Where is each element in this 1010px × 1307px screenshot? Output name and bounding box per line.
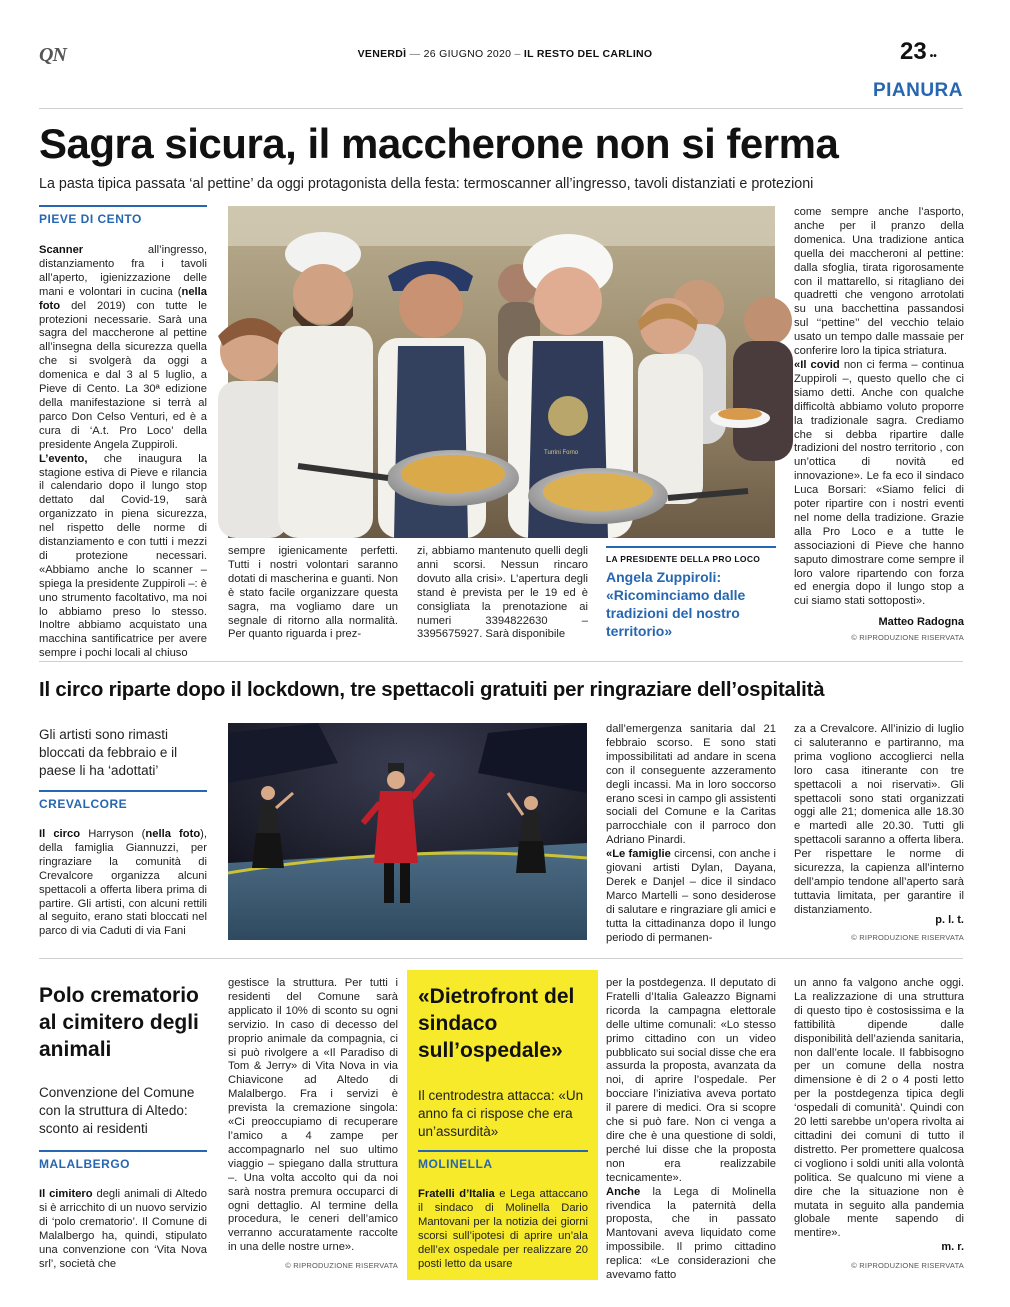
article3-col1: Il cimitero degli animali di Altedo si è arricchito di un nuovo servizio di ‘polo crematorio’. Il Comune di Malalbergo ha, quindi, stipulato una convenzione con ‘Vita Nova srl’, società che xyxy=(39,1188,207,1270)
article4-rights: © RIPRODUZIONE RISERVATA xyxy=(851,1261,964,1270)
masthead xyxy=(0,0,1010,110)
article1-signature: Matteo Radogna xyxy=(878,616,964,628)
newspaper-name: IL RESTO DEL CARLINO xyxy=(523,48,653,60)
article1-photo xyxy=(228,206,775,538)
article4-col2: per la postdegenza. Il deputato di Fratelli d’Italia Galeazzo Bignami ricorda la campagna elettorale delle ultime comunali: «Lo stesso primo cittadino con un video pubblicato sui social disse che era assurda la proposta, avanzata da noi, di aprire l’ospedale. Per bocciare l’iniziativa aveva portato il parere di medici. Ora si scopre che si può fare. Non ci venga a dire che è una questione di soldi, perché lui disse che la proposta non era realizzabile tecnicamente». Anche la Lega di Molinella rivendica la paternità della proposta, che in passato Mantovani aveva liquidato come impossibile. Il primo cittadino replica: «Le considerazioni che avevamo fatto xyxy=(606,977,776,1282)
article3-deck: Convenzione del Comune con la struttura di Altedo: sconto ai residenti xyxy=(39,1085,195,1136)
article3-rights: © RIPRODUZIONE RISERVATA xyxy=(285,1261,398,1270)
article2-deck: Gli artisti sono rimasti bloccati da febbraio e il paese li ha ‘adottati’ xyxy=(39,727,178,778)
masthead-rule xyxy=(39,108,963,109)
article1-headline: Sagra sicura, il maccherone non si ferma xyxy=(39,120,839,167)
day: VENERDÌ xyxy=(357,48,407,60)
circus-performers-illustration xyxy=(228,723,587,940)
article1-kicker: PIEVE DI CENTO xyxy=(39,205,207,226)
article4-kicker: MOLINELLA xyxy=(418,1150,588,1171)
qn-logo: QN xyxy=(39,44,66,66)
article2-kicker: CREVALCORE xyxy=(39,790,207,811)
article2-headline: Il circo riparte dopo il lockdown, tre spettacoli gratuiti per ringraziare dell’ospitalità xyxy=(39,679,825,701)
article3-headline: Polo crematorio al cimitero degli animali xyxy=(39,984,199,1061)
article2-col3: za a Crevalcore. All’inizio di luglio ci saluteranno e partiranno, ma prima vogliono accoglierci nella loro casa itinerante con tre spettacoli a noi riservati». Gli spettacoli sono stati organizzati oggi alle 21; domenica alle 18.30 e martedì alle 20.30. Tutti gli spettacoli saranno a offerta libera. Per rispettare le norme di sicurezza, la capienza all’interno dell’ampio tendone all’aperto sarà tuttavia limitata, per garantire il distanziamento. xyxy=(794,723,964,916)
article4-signature: m. r. xyxy=(941,1241,964,1253)
page-number: 23 •• xyxy=(900,38,937,65)
article3-col2: gestisce la struttura. Per tutti i residenti del Comune sarà applicato il 10% di sconto su ogni servizio. In caso di decesso del proprio animale da compagnia, ci si può rivolgere a «Il Paradiso di Tom & Jerry» di Vita Nova in via Chiavicone ad Altedo di Malalbergo. Fra i servizi è prevista la cremazione singola: «Ci preoccupiamo di recuperare l’amico a 4 zampe per accompagnarlo nel suo ultimo viaggio – spiegano dalla struttura –. Una volta accolto qui da noi sarà nostra premura occuparci di ogni dettaglio. Al termine della procedura, le ceneri dell’amico verranno accuratamente raccolte in una delle nostre urne». xyxy=(228,977,398,1254)
article4-col1: Fratelli d’Italia e Lega attaccano il sindaco di Molinella Dario Mantovani per la notizia dei giorni scorsi sull’ipotesi di aprire un’ala dell’ex ospedale per realizzare 20 posti letto da usare xyxy=(418,1188,588,1270)
quote-name: Angela Zuppiroli: xyxy=(606,569,722,585)
article1-col4: come sempre anche l’asporto, anche per il pranzo della domenica. Una tradizione antica quella dei maccheroni al pettine: dalla sfoglia, tirata rigorosamente con il mattarello, si ritagliano dei quadretti che vengono arrotolati su una bacchettina passandosi sul ‘‘pettine’’ del vecchio telaio usato un tempo dalle massaie per conferire loro la tipica striatura. «Il covid non ci ferma – continua Zuppiroli –, questo quello che ci siamo detti. Anche con qualche difficoltà abbiamo voluto proporre la tradizionale sagra. Crediamo che si debba ripartire dalle tradizioni del nostro territorio , con un’ottica di novità ed innovazione». Le fa eco il sindaco Luca Borsari: «Siamo felici di poter ripartire con i nostri eventi nel nome della tradizione. Grazie alla Pro Loco e a tutte le associazioni di Pieve che hanno saputo dimostrare come sempre il loro valore ripartendo con forza ed energia dopo il lungo stop a cui siamo stati sottoposti». xyxy=(794,206,964,608)
article1-rights: © RIPRODUZIONE RISERVATA xyxy=(851,633,964,642)
article3-kicker: MALALBERGO xyxy=(39,1150,207,1171)
section-label: PIANURA xyxy=(872,80,963,101)
article1-col3: zi, abbiamo mantenuto quelli degli anni scorsi. Nessun rincaro dovuto alla crisi». L’apertura degli stand è prevista per le 19 ed è consigliata la prenotazione ai numeri 3394822630 – 3395675927. Sarà disponibile xyxy=(417,545,588,641)
kitchen-volunteers-illustration xyxy=(228,206,775,538)
photo-apron-text: Turrini Forno xyxy=(544,450,579,456)
article2-rights: © RIPRODUZIONE RISERVATA xyxy=(851,933,964,942)
article2-signature: p. l. t. xyxy=(935,914,964,926)
article1-quote-box xyxy=(606,546,776,648)
quote-text: «Ricominciamo dalle tradizioni del nostro territorio» xyxy=(606,587,746,639)
article4-col3: un anno fa valgono anche oggi. La realizzazione di una struttura di questo tipo è costosissima e la fattibilità dipende dalle disponibilità dell’azienda sanitaria, non dall’ente locale. Il fabbisogno per un comune della nostra dimensione è di 2 o 4 posti letto per la postdegenza tipica degli ‘ospedali di comunità’. Quindi con 20 letti sarebbe un’opera rivolta ai cittadini dei comuni di tutto il distretto. Per promettere qualcosa ci vogliono i soldi uniti alla volontà politica. Se qualcuno mi viene a dire che la situazione non è mutata in seguito alla pandemia globale mente sapendo di mentire». xyxy=(794,977,964,1240)
article1-col2: sempre igienicamente perfetti. Tutti i nostri volontari saranno dotati di mascherina e guanti. Non è stato facile organizzare questa sagra, ma vogliamo dare un segnale di ritorno alla normalità. Per quanto riguarda i prez- xyxy=(228,545,398,641)
divider-2 xyxy=(39,958,963,959)
article1-deck: La pasta tipica passata ‘al pettine’ da oggi protagonista della festa: termoscanner all’ingresso, tavoli distanziati e protezioni xyxy=(39,176,814,192)
quote-label: LA PRESIDENTE DELLA PRO LOCO xyxy=(606,554,761,564)
date: 26 GIUGNO 2020 xyxy=(423,48,512,60)
divider-1 xyxy=(39,661,963,662)
article4-headline: «Dietrofront del sindaco sull’ospedale» xyxy=(418,985,575,1062)
dateline: VENERDÌ — 26 GIUGNO 2020 – IL RESTO DEL CARLINO xyxy=(357,48,653,60)
article2-col1: Il circo Harryson (nella foto), della famiglia Giannuzzi, per ringraziare la comunità di Crevalcore organizza alcuni spettacoli a offerta libera prima di partire. Gli artisti, con alcuni rettili al seguito, erano stati bloccati nel parco di via Caduti di via Fani xyxy=(39,828,207,938)
article1-col1: Scanner all’ingresso, distanziamento fra i tavoli all’aperto, igienizzazione delle mani e volontari in cucina (nella foto del 2019) con tutte le protezioni necessarie. Sarà una sagra del maccherone al pettine all’insegna della sicurezza quella che si svolgerà da oggi a domenica e dal 3 al 5 luglio, a Pieve di Cento. La 30ª edizione della manifestazione si terrà al parco Don Celso Venturi, ed è a cura di ‘A.t. Pro Loco’ della presidente Angela Zuppiroli. L’evento, che inaugura la stagione estiva di Pieve e rilancia il calendario dopo il lungo stop dettato dal Covid-19, sarà organizzato in piena sicurezza, nel rispetto delle norme di distanziamento e con tutti i mezzi di protezione necessari. «Abbiamo anche lo scanner – spiega la presidente Zuppiroli –: è uno strumento facoltativo, ma noi lo abbiamo preso lo stesso. Inoltre abbiamo acquistato una macchina santificatrice per avere sempre i pochi locali al chiuso xyxy=(39,244,207,660)
article2-col2: dall’emergenza sanitaria dal 21 febbraio scorso. E sono stati impossibilitati ad andare in scena con il conseguente azzeramento degli incassi. Ma in loro soccorso erano scesi in campo gli assistenti sociali del Comune e la Caritas parrocchiale con il parroco don Adriano Pinardi. «Le famiglie circensi, con anche i giovani artisti Dylan, Dayana, Derek e Danjel – dice il sindaco Marco Martelli – sono desiderose di salutare e ringraziare gli amici e tutta la cittadinanza dopo il lungo periodo di permanen- xyxy=(606,723,776,944)
article2-photo xyxy=(228,723,587,940)
article4-deck: Il centrodestra attacca: «Un anno fa ci rispose che era un’assurdità» xyxy=(418,1088,584,1139)
